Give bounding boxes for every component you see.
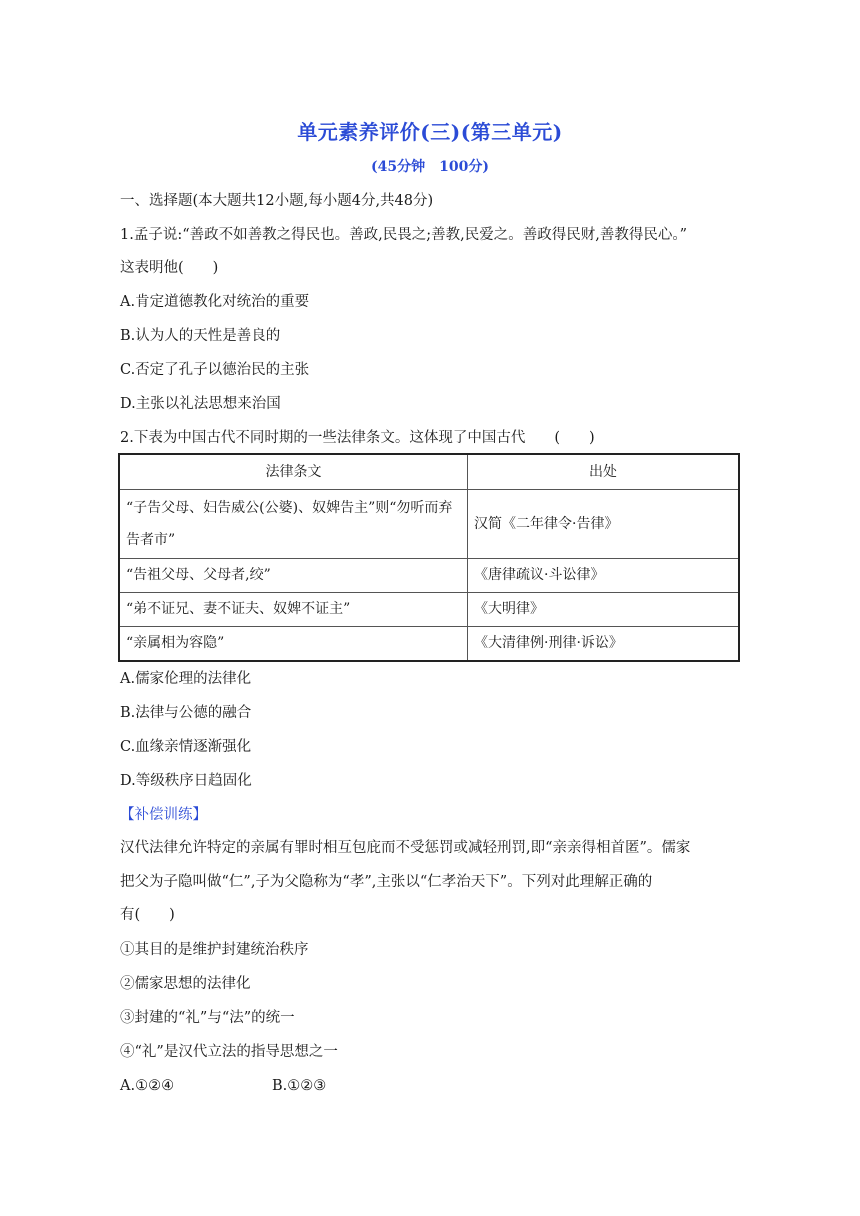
table-cell: 《大清律例·刑律·诉讼》 (468, 627, 740, 662)
q2-stem: 2.下表为中国古代不同时期的一些法律条文。这体现了中国古代 ( ) (120, 430, 595, 446)
supplement-option-a: A.①②④ (120, 1078, 175, 1094)
table-cell: 《大明律》 (468, 593, 740, 627)
supplement-item-1: ①其目的是维护封建统治秩序 (120, 942, 309, 958)
table-header-row (119, 454, 739, 490)
table-row (119, 593, 739, 627)
q2-option-a: A.儒家伦理的法律化 (120, 671, 252, 687)
table-header-cell: 出处 (468, 454, 740, 490)
section-heading: 一、选择题(本大题共12小题,每小题4分,共48分) (120, 193, 434, 209)
supplement-stem-line3: 有( ) (120, 907, 175, 923)
q1-stem-line2: 这表明他( ) (120, 260, 219, 276)
table-cell: “告祖父母、父母者,绞” (119, 559, 468, 593)
q1-option-a: A.肯定道德教化对统治的重要 (120, 294, 310, 310)
q2-option-d: D.等级秩序日趋固化 (120, 773, 252, 789)
supplement-item-2: ②儒家思想的法律化 (120, 976, 251, 992)
table-header-cell: 法律条文 (119, 454, 468, 490)
page-title: 单元素养评价(三)(第三单元) (297, 120, 563, 144)
q1-option-b: B.认为人的天性是善良的 (120, 328, 281, 344)
table-cell: 汉简《二年律令·告律》 (468, 490, 740, 559)
table-cell: “子告父母、妇告威公(公婆)、奴婢告主”则“勿听而弃告者市” (119, 490, 468, 559)
table-cell: 《唐律疏议·斗讼律》 (468, 559, 740, 593)
table-row (119, 559, 739, 593)
law-table (118, 453, 740, 662)
table-row (119, 627, 739, 662)
q1-stem-line1: 1.孟子说:“善政不如善教之得民也。善政,民畏之;善教,民爱之。善政得民财,善教得民心。” (120, 227, 688, 243)
table-row (119, 490, 739, 559)
supplement-stem-line2: 把父为子隐叫做“仁”,子为父隐称为“孝”,主张以“仁孝治天下”。下列对此理解正确的 (120, 874, 653, 890)
table-cell: “弟不证兄、妻不证夫、奴婢不证主” (119, 593, 468, 627)
supplement-option-b: B.①②③ (272, 1078, 327, 1094)
q1-option-c: C.否定了孔子以德治民的主张 (120, 362, 310, 378)
supplement-heading: 【补偿训练】 (120, 807, 207, 823)
supplement-item-4: ④“礼”是汉代立法的指导思想之一 (120, 1044, 338, 1060)
supplement-stem-line1: 汉代法律允许特定的亲属有罪时相互包庇而不受惩罚或减轻刑罚,即“亲亲得相首匿”。儒家 (120, 840, 691, 856)
q2-option-c: C.血缘亲情逐渐强化 (120, 739, 252, 755)
q1-option-d: D.主张以礼法思想来治国 (120, 396, 281, 412)
page-subtitle: (45分钟 100分) (371, 159, 489, 175)
table-cell: “亲属相为容隐” (119, 627, 468, 662)
q2-option-b: B.法律与公德的融合 (120, 705, 252, 721)
supplement-item-3: ③封建的“礼”与“法”的统一 (120, 1010, 295, 1026)
